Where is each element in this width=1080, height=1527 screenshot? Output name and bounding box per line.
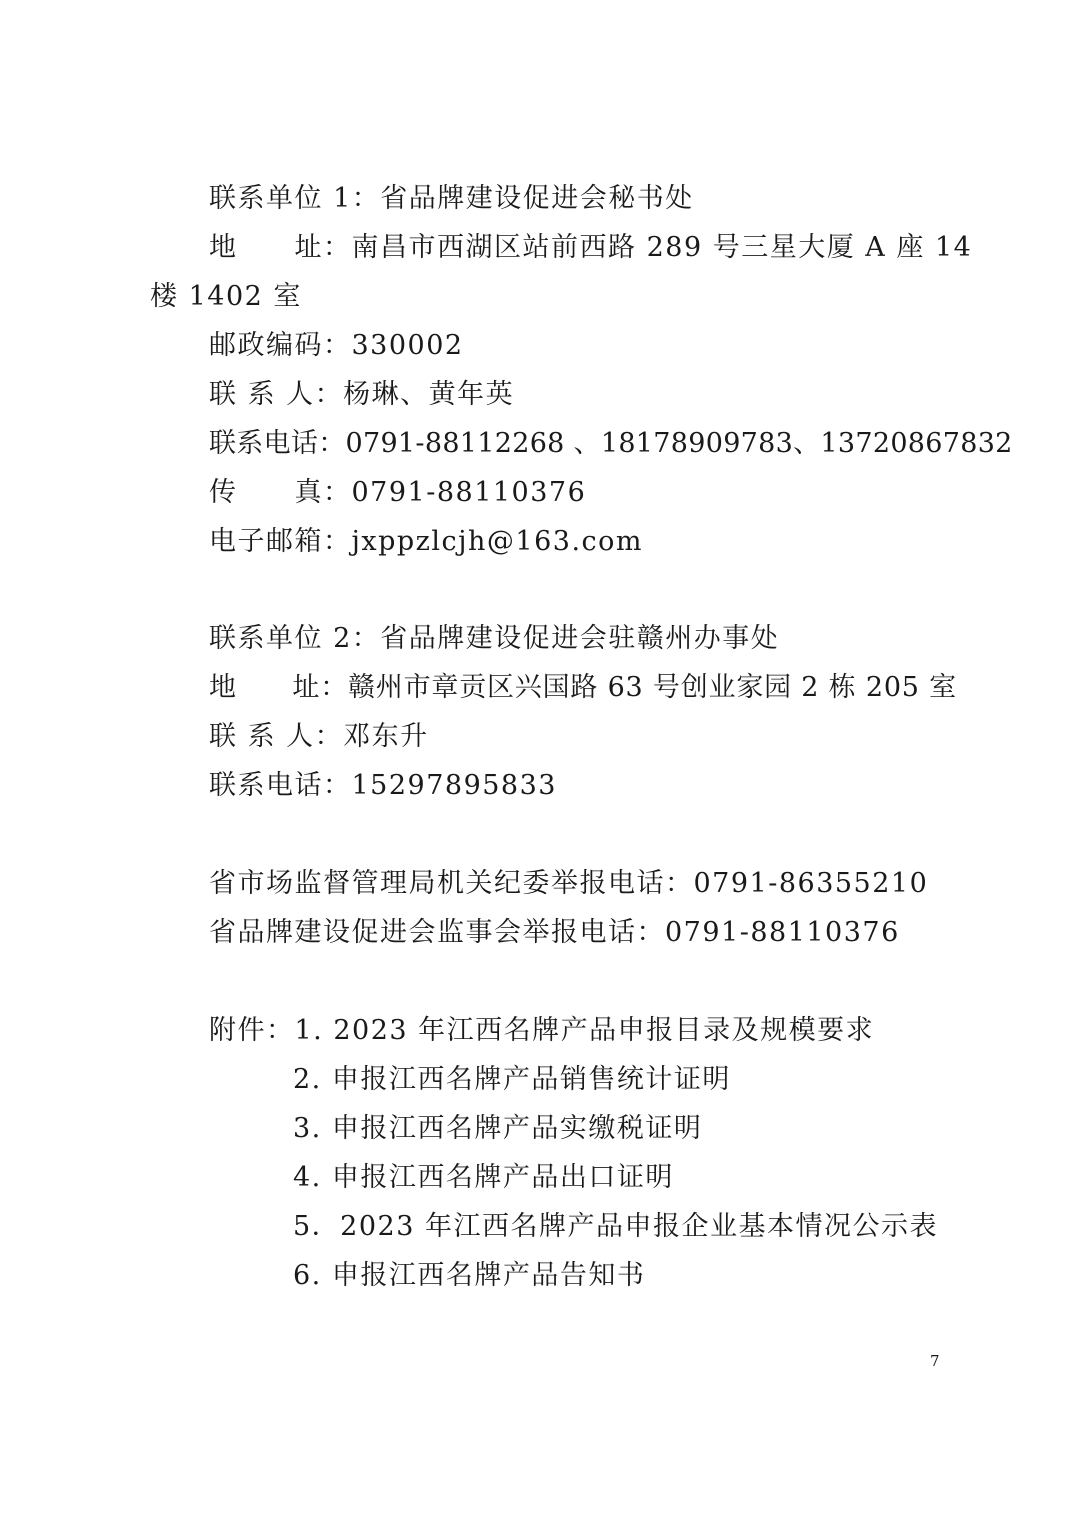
contact2-unit: 联系单位 2：省品牌建设促进会驻赣州办事处 — [209, 623, 780, 654]
attachment-item-5: 5．2023 年江西名牌产品申报企业基本情况公示表 — [293, 1211, 938, 1242]
contact1-postcode: 邮政编码：330002 — [209, 330, 464, 361]
contact1-email: 电子邮箱：jxppzlcjh@163.com — [209, 526, 644, 557]
contact1-address-line1: 地 址：南昌市西湖区站前西路 289 号三星大厦 A 座 14 — [209, 232, 973, 263]
contact1-fax: 传 真：0791-88110376 — [209, 477, 587, 508]
contact1-address-line2: 楼 1402 室 — [150, 281, 302, 312]
contact2-address: 地 址：赣州市章贡区兴国路 63 号创业家园 2 栋 205 室 — [209, 672, 957, 703]
attachment-item-2: 2. 申报江西名牌产品销售统计证明 — [293, 1064, 731, 1095]
contact1-phone: 联系电话：0791-88112268 、18178909783、13720867832 — [209, 428, 1013, 459]
contact1-unit: 联系单位 1：省品牌建设促进会秘书处 — [209, 183, 694, 214]
attachment-item-1: 附件：1. 2023 年江西名牌产品申报目录及规模要求 — [209, 1015, 875, 1046]
page-number: 7 — [930, 1352, 940, 1370]
contact2-phone: 联系电话：15297895833 — [209, 770, 557, 801]
attachment-item-4: 4. 申报江西名牌产品出口证明 — [293, 1162, 674, 1193]
contact1-person: 联 系 人：杨琳、黄年英 — [209, 379, 515, 410]
hotline-market-supervision: 省市场监督管理局机关纪委举报电话：0791-86355210 — [209, 868, 929, 899]
attachment-item-6: 6. 申报江西名牌产品告知书 — [293, 1260, 646, 1291]
hotline-brand-association: 省品牌建设促进会监事会举报电话：0791-88110376 — [209, 917, 900, 948]
contact2-person: 联 系 人：邓东升 — [209, 721, 429, 752]
attachment-item-3: 3. 申报江西名牌产品实缴税证明 — [293, 1113, 703, 1144]
